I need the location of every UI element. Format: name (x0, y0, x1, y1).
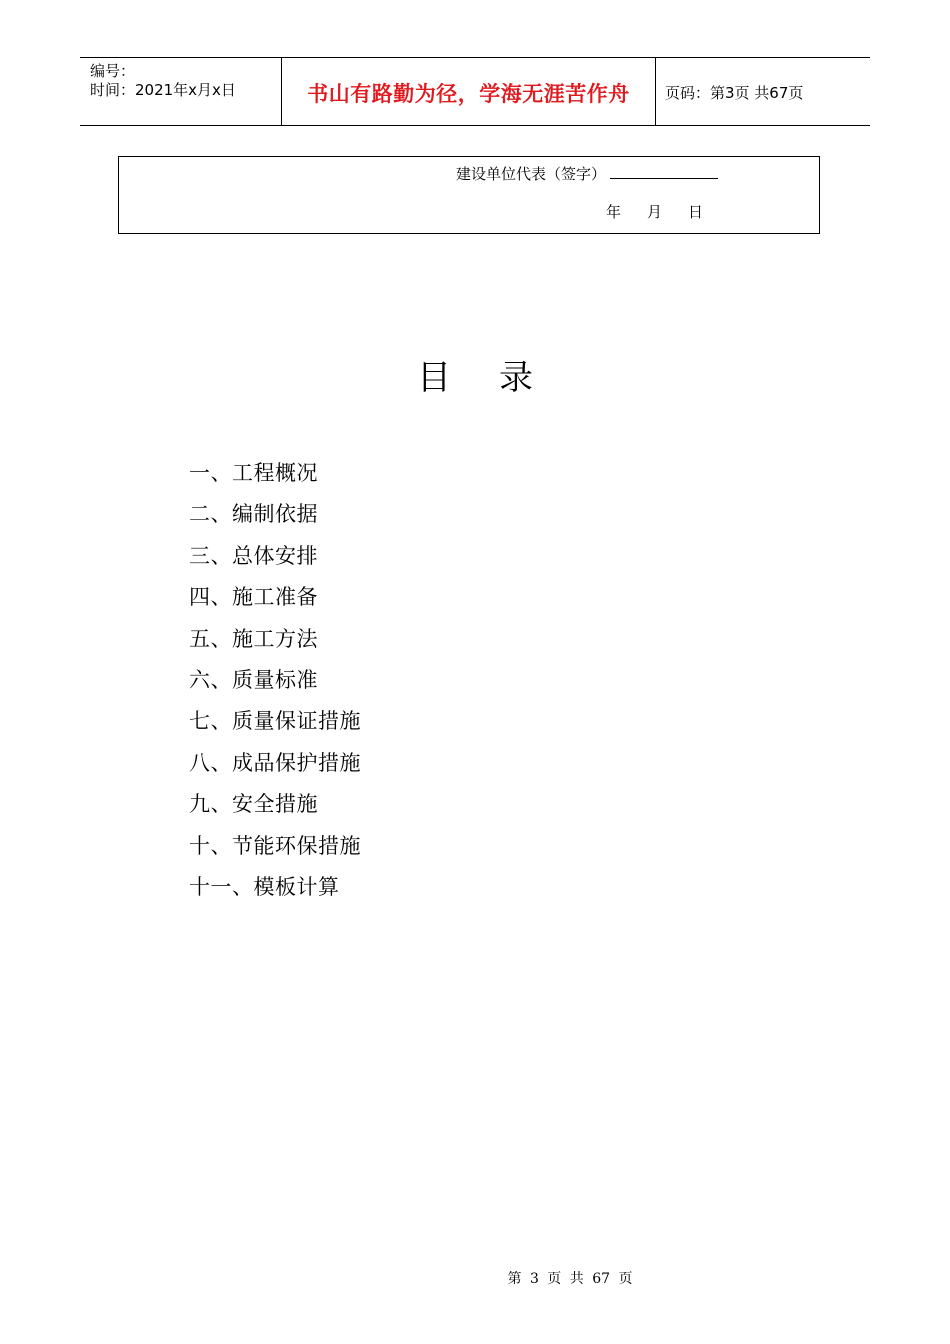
toc-item[interactable]: 九、安全措施 (189, 792, 318, 817)
toc-item[interactable]: 十、节能环保措施 (189, 833, 361, 858)
toc-item[interactable]: 四、施工准备 (189, 585, 318, 610)
toc-item[interactable]: 七、质量保证措施 (189, 709, 361, 734)
toc-item[interactable]: 三、总体安排 (189, 543, 318, 568)
date-day: 日 (688, 203, 704, 221)
table-of-contents (189, 457, 361, 912)
page-footer: 第 3 页 共 67 页 (507, 1271, 633, 1287)
document-time-label: 时间：2021年x月x日 (90, 81, 236, 99)
signature-date (606, 201, 729, 222)
toc-item[interactable]: 二、编制依据 (189, 502, 318, 527)
toc-item[interactable]: 五、施工方法 (189, 626, 318, 651)
date-year: 年 (606, 203, 622, 221)
toc-item[interactable]: 一、工程概况 (189, 461, 318, 485)
toc-item[interactable]: 八、成品保护措施 (189, 750, 361, 775)
toc-title: 目录 (417, 358, 581, 398)
header-motto: 书山有路勤为径，学海无涯苦作舟 (307, 82, 630, 106)
toc-item[interactable]: 十一、模板计算 (189, 874, 340, 899)
signature-blank (610, 164, 718, 179)
document-number-label: 编号： (90, 62, 136, 80)
date-month: 月 (647, 203, 663, 221)
header-divider (655, 58, 656, 125)
signature-box (118, 156, 820, 234)
toc-item[interactable]: 六、质量标准 (189, 667, 318, 692)
header-meta (90, 62, 236, 100)
header-page-number: 页码：第3页 共67页 (665, 84, 804, 102)
page-header (80, 57, 870, 126)
representative-signature-line (456, 163, 718, 184)
representative-label: 建设单位代表（签字） (456, 165, 607, 183)
